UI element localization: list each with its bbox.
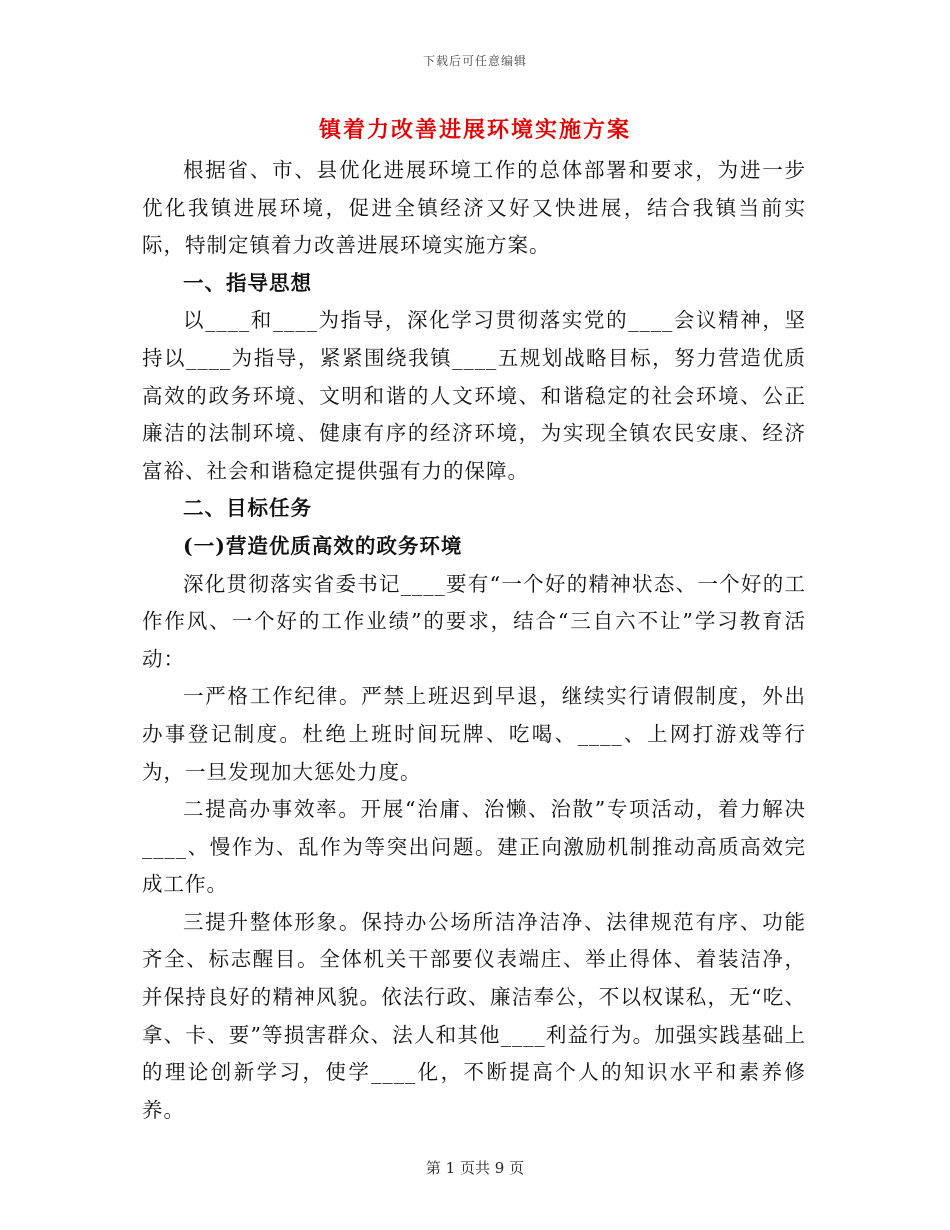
image-paragraph: 三提升整体形象。保持办公场所洁净洁净、法律规范有序、功能齐全、标志醒目。全体机关干部要仪表端庄、举止得体、着装洁净，并保持良好的精神风貌。依法行政、廉洁奉公，不以权谋私，无“吃、拿、卡、要”等损害群众、法人和其他____利益行为。加强实践基础上的理论创新学习，使学____化，不断提高个人的知识水平和素养修养。 — [142, 909, 806, 1122]
government-environment-paragraph: 深化贯彻落实省委书记____要有“一个好的精神状态、一个好的工作作风、一个好的工作业绩”的要求，结合“三自六不让”学习教育活动： — [142, 571, 806, 671]
section-heading-goals: 二、目标任务 — [183, 496, 312, 521]
intro-paragraph: 根据省、市、县优化进展环境工作的总体部署和要求，为进一步优化我镇进展环境，促进全镇经济又好又快进展，结合我镇当前实际，特制定镇着力改善进展环境实施方案。 — [142, 158, 806, 258]
page-footer: 第 1 页共 9 页 — [425, 1159, 525, 1177]
document-body — [142, 152, 806, 1129]
guiding-ideology-paragraph: 以____和____为指导，深化学习贯彻落实党的____会议精神，坚持以____为指导，紧紧围绕我镇____五规划战略目标，努力营造优质高效的政务环境、文明和谐的人文环境、和谐稳定的社会环境、公正廉洁的法制环境、健康有序的经济环境，为实现全镇农民安康、经济富裕、社会和谐稳定提供强有力的保障。 — [142, 308, 806, 483]
document-title: 镇着力改善进展环境实施方案 — [318, 117, 631, 143]
subsection-heading-government-environment: (一)营造优质高效的政务环境 — [183, 533, 463, 558]
work-discipline-paragraph: 一严格工作纪律。严禁上班迟到早退，继续实行请假制度，外出办事登记制度。杜绝上班时间玩牌、吃喝、____、上网打游戏等行为，一旦发现加大惩处力度。 — [142, 684, 806, 784]
section-heading-guiding-ideology: 一、指导思想 — [183, 270, 312, 295]
efficiency-paragraph: 二提高办事效率。开展“治庸、治懒、治散”专项活动，着力解决____、慢作为、乱作为等突出问题。建正向激励机制推动高质高效完成工作。 — [142, 797, 806, 897]
header-note: 下载后可任意编辑 — [422, 54, 527, 68]
